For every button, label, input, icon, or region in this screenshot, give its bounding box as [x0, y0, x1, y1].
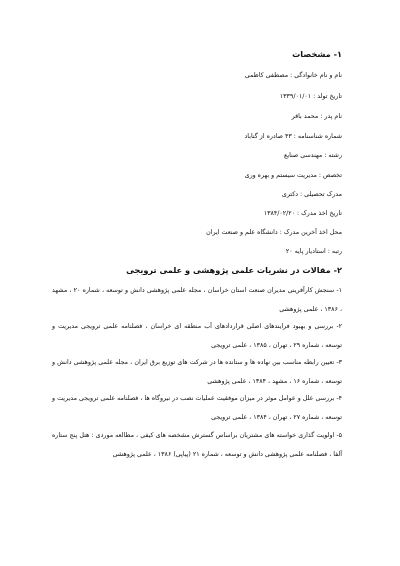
section-2-heading: ۲- مقالات در نشریات علمی پژوهشی و علمی ترویجی	[126, 265, 342, 275]
field-degree-university: محل اخذ آخرین مدرک : دانشگاه علم و صنعت ایران	[206, 229, 342, 236]
field-degree-date: تاریخ اخذ مدرک : ۱۳۸۴/۰۲/۲۰	[263, 210, 342, 217]
field-rank: رتبه : استادیار پایه ۲۰	[285, 248, 342, 255]
publication-item: ۵- اولویت گذاری خواسته های مشتریان براساس گسترش مشخصه های کیفی ، مطالعه موردی : هتل پنج ستاره آلفا ، فصلنامه علمی پژوهشی دانش و توسعه ، شماره ۲۱ (پیاپی) ۱۳۸۶ ، علمی پژوهشی	[52, 432, 342, 458]
publication-item: ۳- تعیین رابطه مناسب بین نهاده ها و ستانده ها در شرکت های توزیع برق ایران ، مجله علمی پژوهشی دانش و توسعه ، شماره ۱۶ ، مشهد ، ۱۳۸۴ ، علمی پژوهشی	[52, 359, 342, 385]
field-full-name: نام و نام خانوادگی : مصطفی کاظمی	[244, 72, 342, 79]
publication-item: ۴- بررسی علل و عوامل موثر در میزان موفقیت عملیات نصب در نیروگاه ها ، فصلنامه علمی ترویجی مدیریت و توسعه ، شماره ۲۷ ، تهران ، ۱۳۸۴ ، علمی ترویجی	[52, 395, 342, 421]
section-1-heading: ۱- مشخصات	[292, 49, 342, 59]
field-specialty: تخصص : مدیریت سیستم و بهره وری	[244, 172, 342, 179]
field-id-number: شماره شناسنامه : ۴۳ صادره از گناباد	[244, 133, 342, 140]
field-father-name: نام پدر : محمد باقر	[291, 113, 342, 120]
publication-item: ۲- بررسی و بهبود فرایندهای اصلی قراردادهای آب منطقه ای خراسان ، فصلنامه علمی ترویجی مدیریت و توسعه ، شماره ۲۹ ، تهران ، ۱۳۸۵ ، علمی ترویجی	[52, 323, 342, 349]
publication-item: ۱- سنجش کارآفرینی مدیران صنعت استان خراسان ، مجله علمی پژوهشی دانش و توسعه ، شماره ۲۰ ، مشهد ، ۱۳۸۶ ، علمی پژوهشی	[52, 287, 343, 313]
field-degree: مدرک تحصیلی : دکتری	[281, 191, 342, 198]
field-birth-date: تاریخ تولد : ۱۳۳۹/۰۱/۰۱	[279, 93, 342, 100]
field-major: رشته : مهندسی صنایع	[284, 152, 342, 159]
